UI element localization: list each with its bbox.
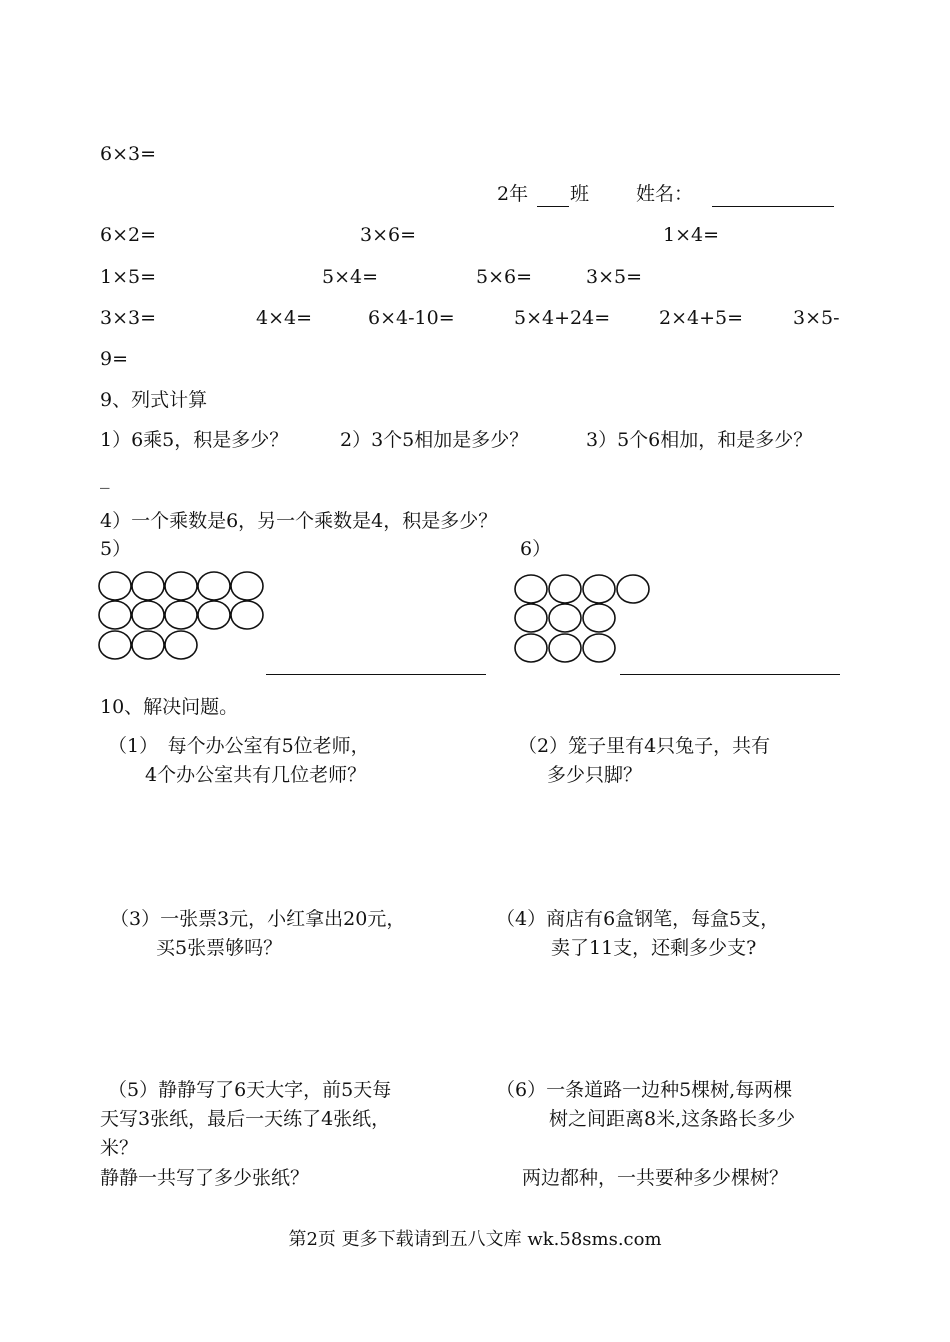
section9-q3: 3）5个6相加，和是多少？ xyxy=(586,429,813,451)
expr-4x4: 4×4= xyxy=(256,307,313,329)
circle xyxy=(99,631,131,659)
stray-underscore: _ xyxy=(100,467,110,489)
circle xyxy=(165,601,197,629)
problem-1-line1: （1） 每个办公室有5位老师， xyxy=(108,735,370,757)
circle xyxy=(198,572,230,600)
circle xyxy=(583,604,615,632)
circle xyxy=(99,601,131,629)
expr-3x5-9-part2: 9= xyxy=(100,348,129,370)
expr-3x5-9-part1: 3×5- xyxy=(793,307,840,329)
expr-6x3: 6×3= xyxy=(100,143,157,165)
expr-1x5: 1×5= xyxy=(100,266,157,288)
circle xyxy=(132,572,164,600)
class-grade: 2年 xyxy=(497,183,529,205)
circle xyxy=(583,634,615,662)
expr-3x6: 3×6= xyxy=(360,224,417,246)
circle xyxy=(231,572,263,600)
circle xyxy=(549,604,581,632)
problem-6-line3: 两边都种，一共要种多少棵树？ xyxy=(522,1167,789,1189)
circle xyxy=(132,631,164,659)
problem-6-line2: 树之间距离8米,这条路长多少 xyxy=(549,1108,796,1130)
section9-q1: 1）6乘5，积是多少？ xyxy=(100,429,289,451)
expr-1x4: 1×4= xyxy=(663,224,720,246)
section10-title: 10、解决问题。 xyxy=(100,696,239,718)
circle xyxy=(549,634,581,662)
circle xyxy=(231,601,263,629)
expr-3x3: 3×3= xyxy=(100,307,157,329)
circle xyxy=(617,575,649,603)
expr-5x4+24: 5×4+24= xyxy=(514,307,611,329)
name-label: 姓名： xyxy=(636,183,694,205)
answer-line-5[interactable] xyxy=(266,674,486,675)
expr-6x2: 6×2= xyxy=(100,224,157,246)
section9-title: 9、列式计算 xyxy=(100,389,208,411)
problem-5-line3: 米？ xyxy=(100,1137,139,1159)
section9-q6-label: 6） xyxy=(520,538,552,560)
section9-q4: 4）一个乘数是6，另一个乘数是4，积是多少？ xyxy=(100,510,498,532)
circle-array-5 xyxy=(98,570,268,664)
circle xyxy=(515,604,547,632)
problem-5-line2: 天写3张纸，最后一天练了4张纸， xyxy=(100,1108,391,1130)
circle xyxy=(165,631,197,659)
expr-3x5: 3×5= xyxy=(586,266,643,288)
circle xyxy=(165,572,197,600)
answer-line-6[interactable] xyxy=(620,674,840,675)
page-footer: 第2页 更多下载请到五八文库 wk.58sms.com xyxy=(288,1229,662,1250)
problem-3-line2: 买5张票够吗？ xyxy=(156,937,283,959)
expr-5x6: 5×6= xyxy=(476,266,533,288)
problem-6-line1: （6）一条道路一边种5棵树,每两棵 xyxy=(496,1079,793,1101)
circle xyxy=(549,575,581,603)
class-blank[interactable] xyxy=(537,206,569,207)
problem-1-line2: 4个办公室共有几位老师？ xyxy=(145,764,367,786)
problem-4-line2: 卖了11支，还剩多少支? xyxy=(551,937,757,959)
expr-6x4-10: 6×4-10= xyxy=(368,307,455,329)
problem-3-line1: （3）一张票3元，小红拿出20元， xyxy=(110,908,406,930)
problem-2-line1: （2）笼子里有4只兔子，共有 xyxy=(518,735,771,757)
circle xyxy=(99,572,131,600)
problem-2-line2: 多少只脚？ xyxy=(547,764,643,786)
circle xyxy=(583,575,615,603)
expr-5x4: 5×4= xyxy=(322,266,379,288)
expr-2x4+5: 2×4+5= xyxy=(659,307,744,329)
problem-5-line1: （5）静静写了6天大字，前5天每 xyxy=(108,1079,392,1101)
section9-q5-label: 5） xyxy=(100,538,132,560)
circle xyxy=(515,575,547,603)
class-suffix: 班 xyxy=(570,183,590,205)
circle xyxy=(132,601,164,629)
problem-4-line1: （4）商店有6盒钢笔，每盒5支， xyxy=(496,908,780,930)
circle xyxy=(198,601,230,629)
section9-q2: 2）3个5相加是多少？ xyxy=(340,429,529,451)
problem-5-line4: 静静一共写了多少张纸？ xyxy=(100,1167,310,1189)
circle xyxy=(515,634,547,662)
name-blank[interactable] xyxy=(712,206,834,207)
circle-array-6 xyxy=(514,573,654,667)
